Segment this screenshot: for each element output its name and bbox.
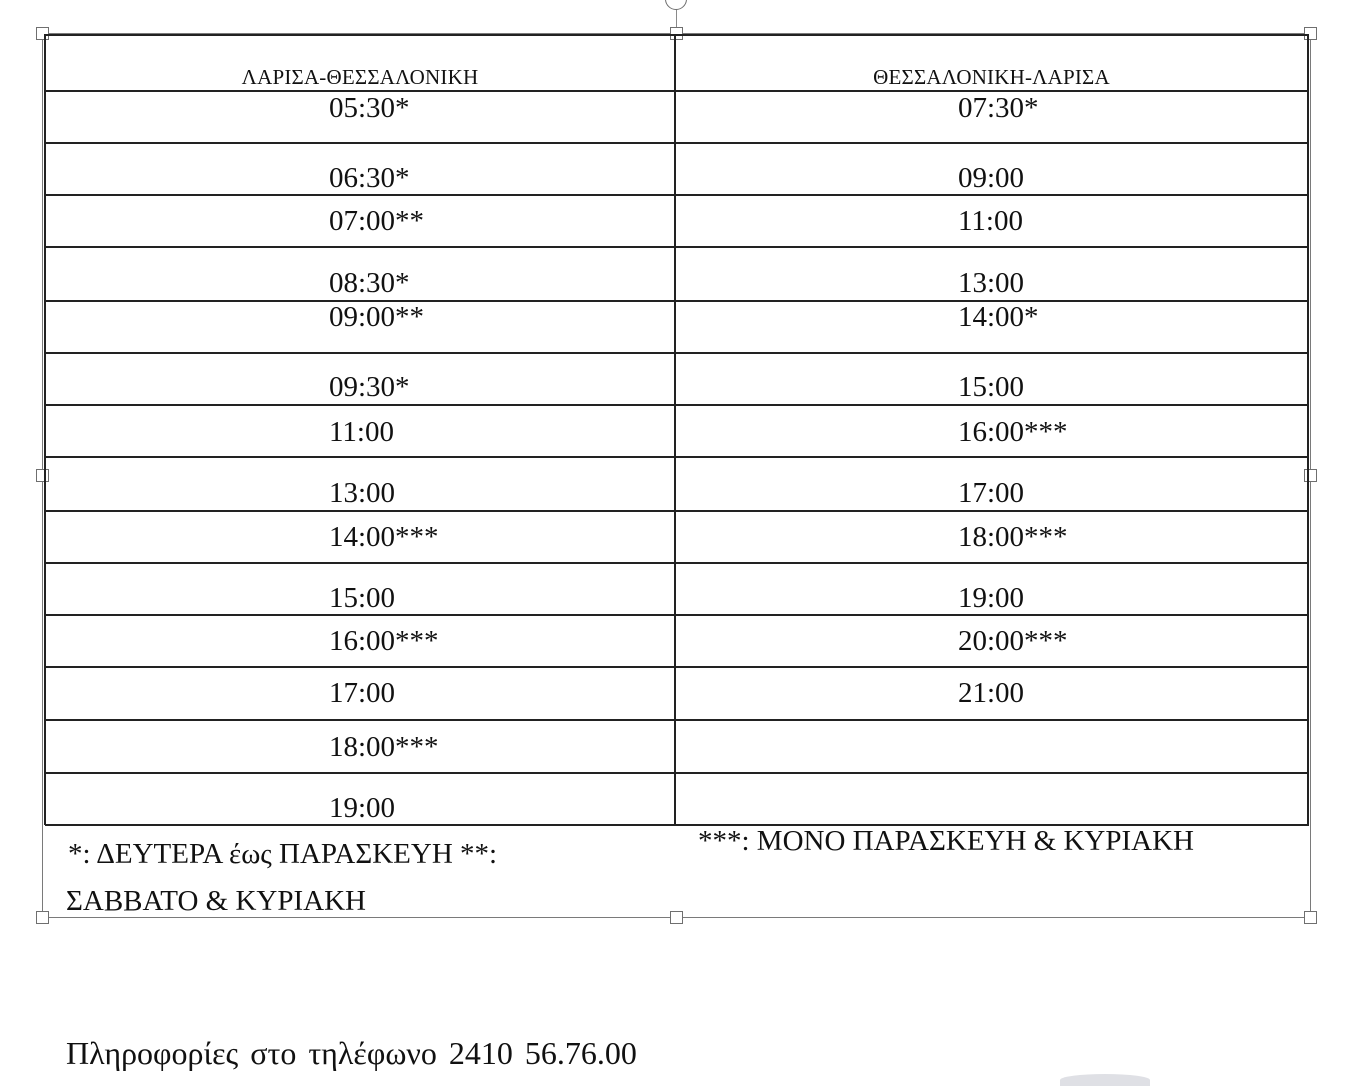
left-departure-time: 18:00***	[329, 731, 439, 763]
right-departure-time: 20:00***	[958, 625, 1068, 657]
decorative-shape	[1060, 1074, 1150, 1086]
row-divider	[45, 772, 1309, 774]
rotate-handle[interactable]	[665, 0, 687, 10]
phone-info: Πληροφορίες στο τηλέφωνο 2410 56.76.00	[66, 1035, 637, 1071]
row-divider	[45, 246, 1309, 248]
footnote-friday-sunday: ***: ΜΟΝΟ ΠΑΡΑΣΚΕΥΗ & ΚΥΡΙΑΚΗ	[698, 825, 1194, 857]
table-border-top	[45, 34, 1309, 36]
table-border-right	[1307, 34, 1309, 825]
header-larisa-thessaloniki: ΛΑΡΙΣΑ-ΘΕΣΣΑΛΟΝΙΚΗ	[241, 65, 479, 89]
footnote-weekend: ΣΑΒΒΑΤΟ & ΚΥΡΙΑΚΗ	[66, 885, 366, 917]
right-departure-time: 19:00	[958, 582, 1025, 614]
left-departure-time: 13:00	[329, 477, 396, 509]
table-border-left	[44, 34, 46, 825]
resize-handle-bottom-center[interactable]	[670, 911, 683, 924]
table-selection-frame	[42, 33, 1311, 918]
left-departure-time: 05:30*	[329, 92, 410, 124]
table-column-divider	[674, 34, 676, 825]
left-departure-time: 16:00***	[329, 625, 439, 657]
resize-handle-middle-left[interactable]	[36, 469, 49, 482]
row-divider	[45, 300, 1309, 302]
left-departure-time: 17:00	[329, 677, 396, 709]
right-departure-time: 14:00*	[958, 301, 1039, 333]
row-divider	[45, 404, 1309, 406]
right-departure-time: 07:30*	[958, 92, 1039, 124]
right-departure-time: 21:00	[958, 677, 1025, 709]
left-departure-time: 14:00***	[329, 521, 439, 553]
left-departure-time: 06:30*	[329, 162, 410, 194]
left-departure-time: 09:30*	[329, 371, 410, 403]
resize-handle-bottom-left[interactable]	[36, 911, 49, 924]
row-divider	[45, 562, 1309, 564]
footnote-weekdays: *: ΔΕΥΤΕΡΑ έως ΠΑΡΑΣΚΕΥΗ **:	[68, 838, 498, 870]
left-departure-time: 15:00	[329, 582, 396, 614]
right-departure-time: 13:00	[958, 267, 1025, 299]
row-divider	[45, 90, 1309, 92]
row-divider	[45, 194, 1309, 196]
right-departure-time: 18:00***	[958, 521, 1068, 553]
left-departure-time: 09:00**	[329, 301, 425, 333]
right-departure-time: 16:00***	[958, 416, 1068, 448]
row-divider	[45, 352, 1309, 354]
row-divider	[45, 614, 1309, 616]
left-departure-time: 11:00	[329, 416, 394, 448]
row-divider	[45, 142, 1309, 144]
left-departure-time: 19:00	[329, 792, 396, 824]
right-departure-time: 09:00	[958, 162, 1025, 194]
right-departure-time: 15:00	[958, 371, 1025, 403]
row-divider	[45, 666, 1309, 668]
resize-handle-middle-right[interactable]	[1304, 469, 1317, 482]
header-thessaloniki-larisa: ΘΕΣΣΑΛΟΝΙΚΗ-ΛΑΡΙΣΑ	[873, 65, 1110, 89]
left-departure-time: 08:30*	[329, 267, 410, 299]
row-divider	[45, 456, 1309, 458]
right-departure-time: 11:00	[958, 205, 1023, 237]
row-divider	[45, 719, 1309, 721]
left-departure-time: 07:00**	[329, 205, 425, 237]
resize-handle-bottom-right[interactable]	[1304, 911, 1317, 924]
row-divider	[45, 510, 1309, 512]
right-departure-time: 17:00	[958, 477, 1025, 509]
